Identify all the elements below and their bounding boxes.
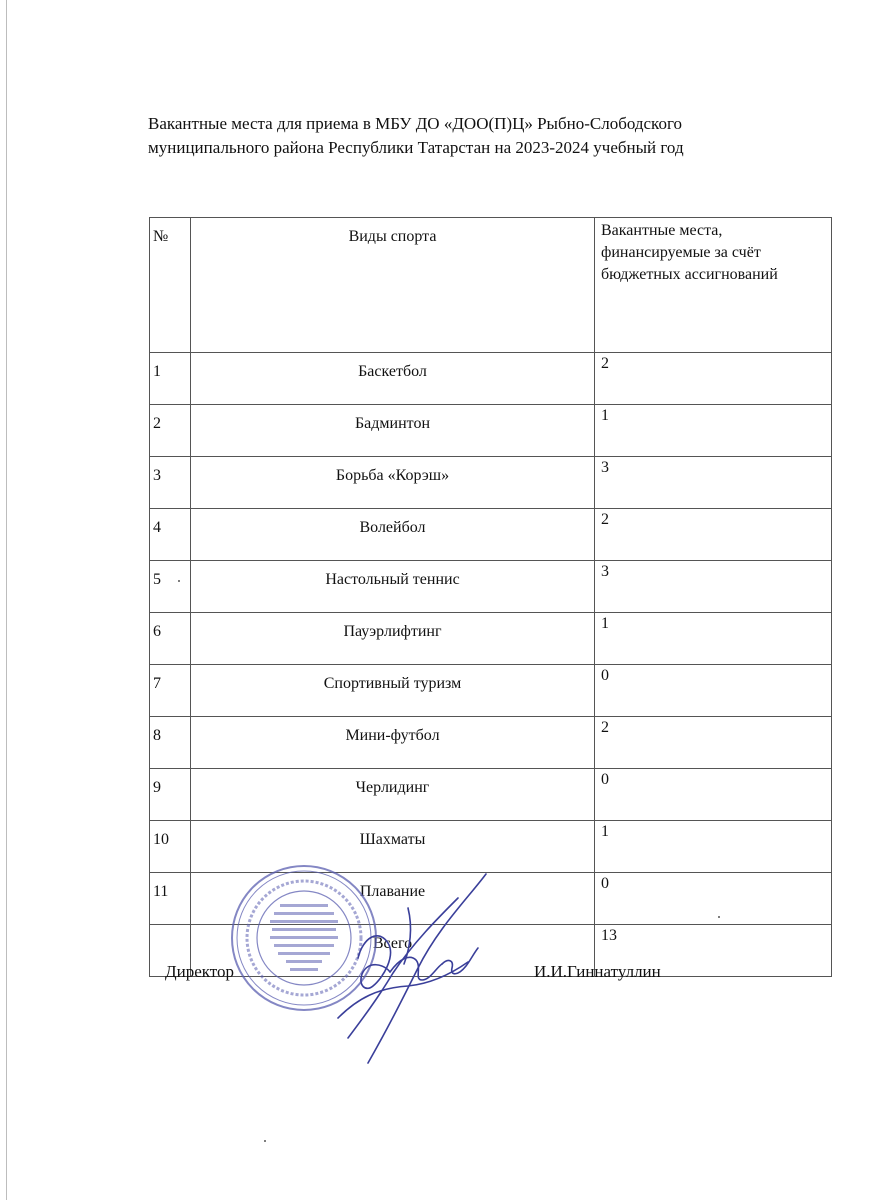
row-places: 0 — [595, 769, 832, 821]
header-places: Вакантные места, финансируемые за счёт бюджетных ассигнований — [595, 218, 832, 353]
row-num: 8 — [150, 717, 191, 769]
handwritten-signature — [318, 868, 493, 1078]
title-line-1: Вакантные места для приема в МБУ ДО «ДОО(П)Ц» Рыбно-Слободского — [148, 114, 683, 133]
row-num: 10 — [150, 821, 191, 873]
document-title — [148, 112, 828, 160]
row-num: 7 — [150, 665, 191, 717]
table-row — [150, 509, 832, 561]
table-row — [150, 405, 832, 457]
signer-name: И.И.Гиннатуллин — [534, 962, 661, 981]
row-num: 11 — [150, 873, 191, 925]
row-num: 6 — [150, 613, 191, 665]
scan-speck — [178, 580, 180, 582]
row-places: 3 — [595, 561, 832, 613]
table-row — [150, 665, 832, 717]
row-sport: Борьба «Корэш» — [191, 457, 595, 509]
row-sport: Шахматы — [191, 821, 595, 873]
title-line-2: муниципального района Республики Татарстан на 2023-2024 учебный год — [148, 138, 684, 157]
row-num: 2 — [150, 405, 191, 457]
row-num: 4 — [150, 509, 191, 561]
table-row — [150, 717, 832, 769]
total-label: Всего — [191, 925, 595, 977]
row-places: 2 — [595, 509, 832, 561]
row-sport: Настольный теннис — [191, 561, 595, 613]
row-places: 3 — [595, 457, 832, 509]
row-places: 0 — [595, 873, 832, 925]
table-header-row — [150, 218, 832, 353]
header-sport: Виды спорта — [191, 218, 595, 353]
row-sport: Баскетбол — [191, 353, 595, 405]
row-places: 2 — [595, 353, 832, 405]
row-sport: Волейбол — [191, 509, 595, 561]
row-places: 1 — [595, 613, 832, 665]
row-places: 1 — [595, 821, 832, 873]
table-row — [150, 457, 832, 509]
table-row — [150, 353, 832, 405]
table-row — [150, 613, 832, 665]
row-sport: Спортивный туризм — [191, 665, 595, 717]
table-row — [150, 561, 832, 613]
table-row — [150, 769, 832, 821]
row-places: 0 — [595, 665, 832, 717]
row-sport: Пауэрлифтинг — [191, 613, 595, 665]
row-num: 3 — [150, 457, 191, 509]
page-edge-line — [6, 0, 7, 1200]
scan-speck — [264, 1140, 266, 1142]
row-num: 9 — [150, 769, 191, 821]
row-sport: Бадминтон — [191, 405, 595, 457]
row-places: 1 — [595, 405, 832, 457]
row-num: 1 — [150, 353, 191, 405]
row-sport: Плавание — [191, 873, 595, 925]
row-places: 2 — [595, 717, 832, 769]
scan-speck — [718, 916, 720, 918]
row-sport: Мини-футбол — [191, 717, 595, 769]
director-title: Директор — [165, 962, 234, 981]
row-num: 5 — [150, 561, 191, 613]
row-sport: Черлидинг — [191, 769, 595, 821]
header-num: № — [150, 218, 191, 353]
total-places: 13 — [595, 925, 832, 977]
